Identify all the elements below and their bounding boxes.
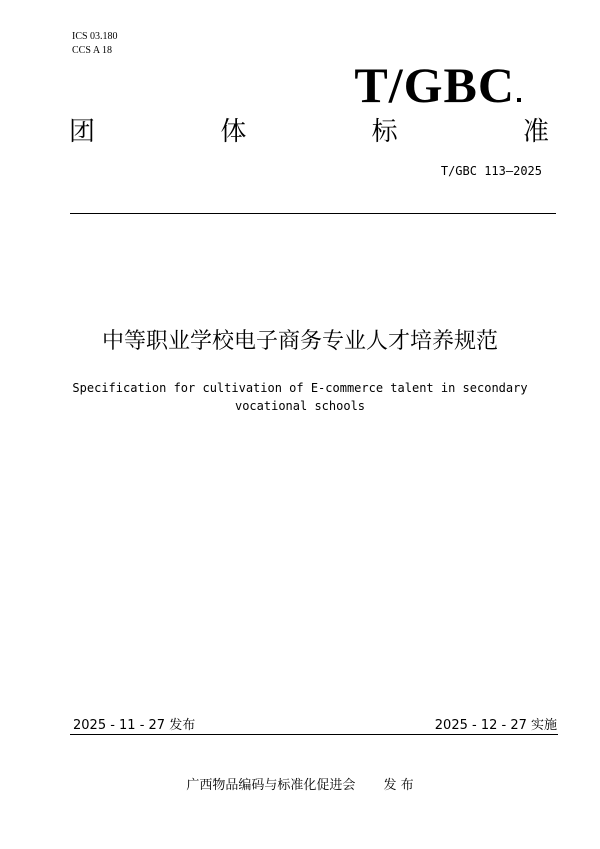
publisher-name: 广西物品编码与标准化促进会: [186, 778, 356, 793]
standard-type: [69, 117, 549, 147]
standard-type-char: 准: [522, 117, 549, 147]
logo-text: T/GBC: [354, 57, 515, 113]
implementation-date: 2025 - 12 - 27 实施: [434, 718, 557, 733]
ccs-code: CCS A 18: [72, 45, 113, 56]
classification-codes: [72, 30, 118, 58]
logo-dot: [517, 98, 521, 102]
bottom-divider: [70, 734, 558, 735]
top-divider: [70, 213, 556, 214]
title-english: Specification for cultivation of E-commerce talent in secondary vocational schools: [72, 381, 528, 413]
standard-type-char: 体: [220, 117, 247, 147]
publisher-line: [0, 774, 600, 793]
standard-logo: [354, 57, 521, 113]
ics-code: ICS 03.180: [72, 31, 118, 42]
standard-type-char: 标: [371, 117, 398, 147]
standard-type-char: 团: [69, 117, 96, 147]
title-chinese: 中等职业学校电子商务专业人才培养规范: [101, 329, 498, 354]
issue-date: 2025 - 11 - 27 发布: [73, 718, 196, 733]
publish-action: 发 布: [383, 778, 414, 793]
standard-number: T/GBC 113—2025: [440, 164, 542, 178]
